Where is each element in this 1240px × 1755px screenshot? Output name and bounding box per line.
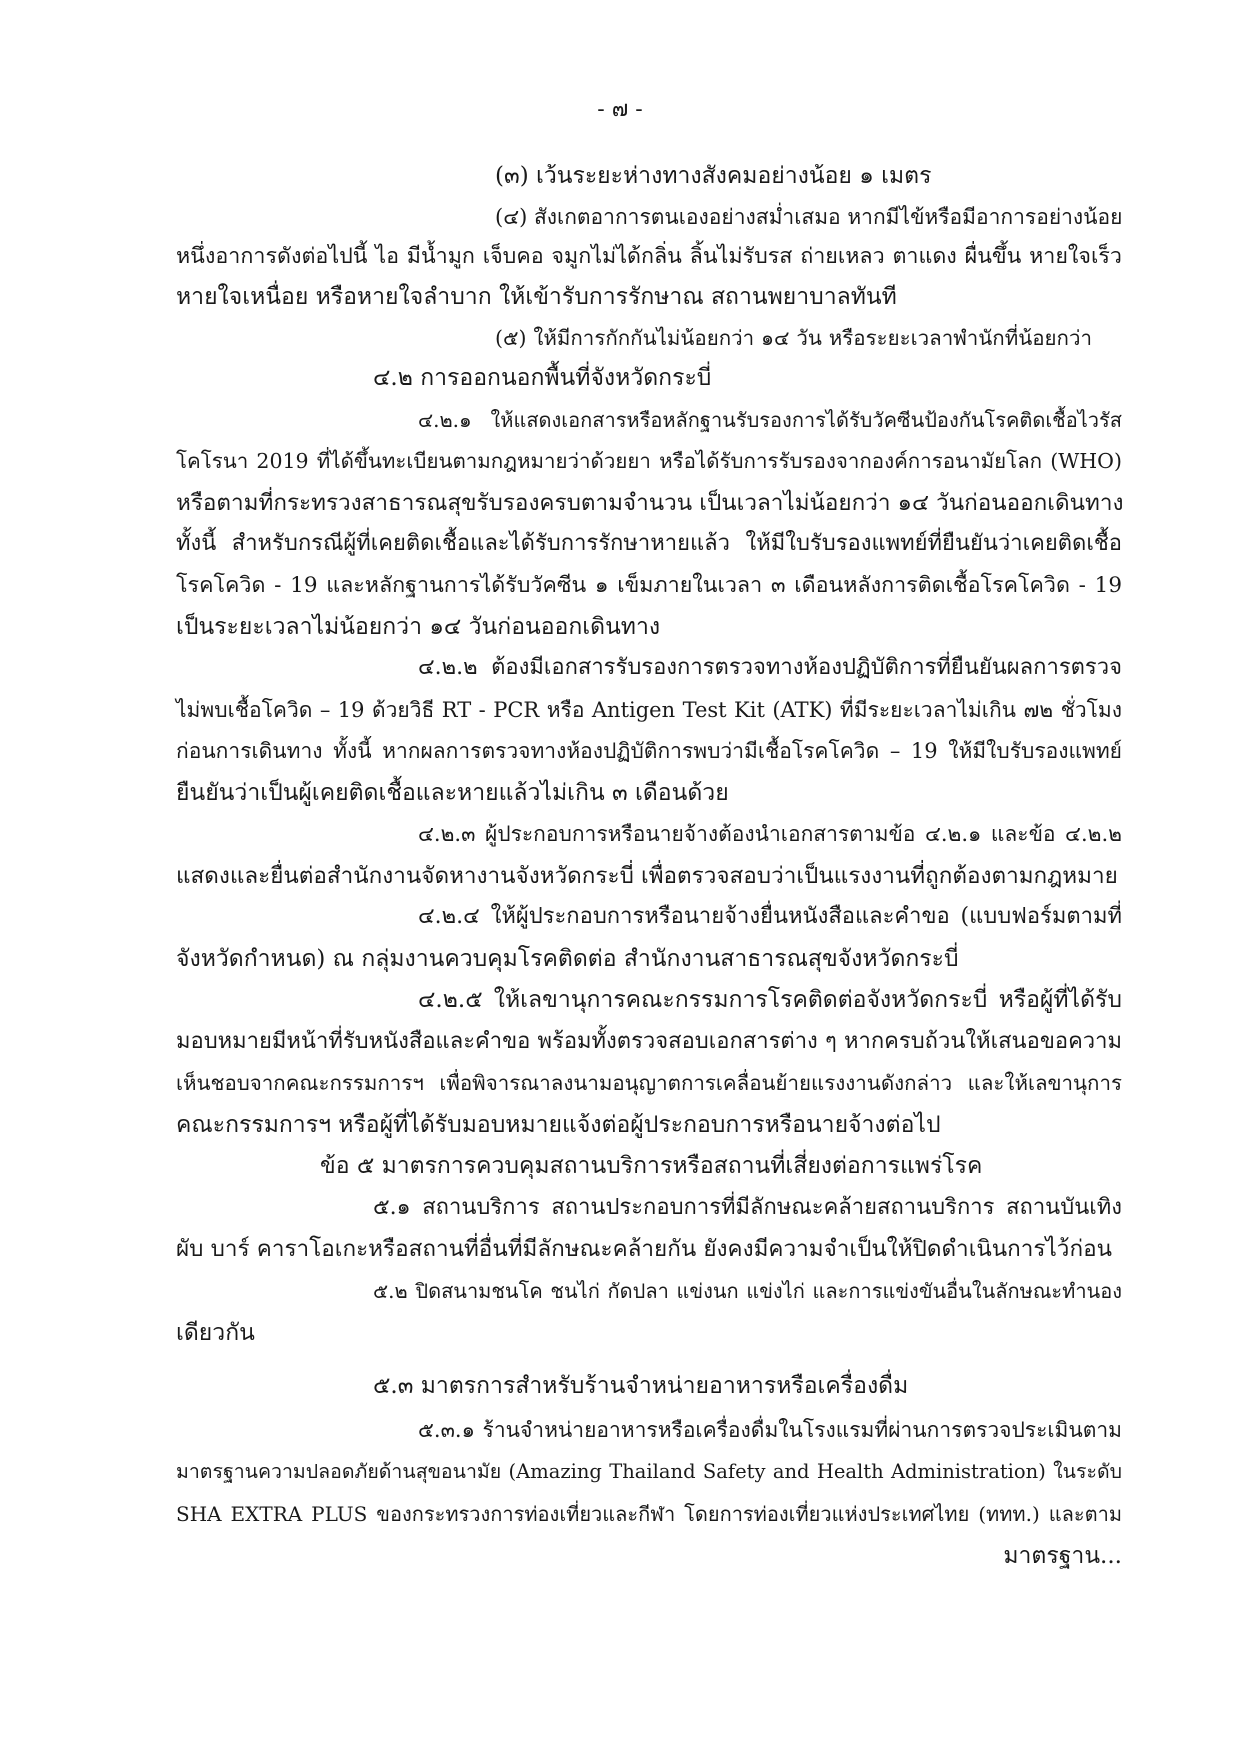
clause-5-quarantine: (๕) ให้มีการกักกันไม่น้อยกว่า ๑๔ วัน หรือระยะเวลาพำนักที่น้อยกว่า [495,326,1092,350]
clause-3-social-distancing: (๓) เว้นระยะห่างทางสังคมอย่างน้อย ๑ เมตร [495,163,932,189]
section-4-2-1-line-5: โรคโควิด - 19 และหลักฐานการได้รับวัคซีน ๑ เข็มภายในเวลา ๓ เดือนหลังการติดเชื้อโรคโควิด - 19 [176,573,1122,598]
section-5-2-line-1: ๕.๒ ปิดสนามชนโค ชนไก่ กัดปลา แข่งนก แข่งไก่ และการแข่งขันอื่นในลักษณะทำนอง [373,1279,1122,1303]
section-4-2-1-line-1: ๔.๒.๑ ให้แสดงเอกสารหรือหลักฐานรับรองการได้รับวัคซีนป้องกันโรคติดเชื้อไวรัส [418,408,1122,432]
section-4-2-1-line-2: โคโรนา 2019 ที่ได้ขึ้นทะเบียนตามกฎหมายว่าด้วยยา หรือได้รับการรับรองจากองค์การอนามัยโลก (WHO) [176,449,1122,473]
section-4-2-2-line-1: ๔.๒.๒ ต้องมีเอกสารรับรองการตรวจทางห้องปฏิบัติการที่ยืนยันผลการตรวจ [418,655,1122,680]
section-5-3-1-line-1: ๕.๓.๑ ร้านจำหน่ายอาหารหรือเครื่องดื่มในโรงแรมที่ผ่านการตรวจประเมินตาม [418,1418,1122,1442]
section-4-2-5-line-3: เห็นชอบจากคณะกรรมการฯ เพื่อพิจารณาลงนามอนุญาตการเคลื่อนย้ายแรงงานดังกล่าว และให้เลขานุการ [176,1071,1122,1095]
continuation-marker: มาตรฐาน... [1003,1543,1122,1569]
article-5-heading: ข้อ ๕ มาตรการควบคุมสถานบริการหรือสถานที่เสี่ยงต่อการแพร่โรค [320,1153,983,1179]
section-5-3-1-line-3: SHA EXTRA PLUS ของกระทรวงการท่องเที่ยวและกีฬา โดยการท่องเที่ยวแห่งประเทศไทย (ททท.) และตาม [176,1502,1122,1526]
section-4-2-5-line-1: ๔.๒.๕ ให้เลขานุการคณะกรรมการโรคติดต่อจังหวัดกระบี่ หรือผู้ที่ได้รับ [418,987,1122,1013]
clause-4-symptom-watch-line-3: หายใจเหนื่อย หรือหายใจลำบาก ให้เข้ารับการรักษาณ สถานพยาบาลทันที [176,284,897,310]
section-4-2-1-line-4: ทั้งนี้ สำหรับกรณีผู้ที่เคยติดเชื้อและได้รับการรักษาหายแล้ว ให้มีใบรับรองแพทย์ที่ยืนยันว่าเคยติดเชื้อ [176,531,1122,556]
page-number: - ๗ - [597,97,643,122]
section-4-2-4-line-1: ๔.๒.๔ ให้ผู้ประกอบการหรือนายจ้างยื่นหนังสือและคำขอ (แบบฟอร์มตามที่ [418,904,1122,929]
section-4-2-5-line-2: มอบหมายมีหน้าที่รับหนังสือและคำขอ พร้อมทั้งตรวจสอบเอกสารต่าง ๆ หากครบถ้วนให้เสนอขอความ [176,1029,1122,1054]
section-4-2-4-line-2: จังหวัดกำหนด) ณ กลุ่มงานควบคุมโรคติดต่อ สำนักงานสาธารณสุขจังหวัดกระบี่ [176,946,959,972]
section-4-2-2-line-4: ยืนยันว่าเป็นผู้เคยติดเชื้อและหายแล้วไม่เกิน ๓ เดือนด้วย [176,780,729,806]
section-5-2-line-2: เดียวกัน [176,1320,255,1346]
section-4-2-2-line-3: ก่อนการเดินทาง ทั้งนี้ หากผลการตรวจทางห้องปฏิบัติการพบว่ามีเชื้อโรคโควิด – 19 ให้มีใบรับรองแพทย์ [176,739,1122,763]
section-4-2-3-line-1: ๔.๒.๓ ผู้ประกอบการหรือนายจ้างต้องนำเอกสารตามข้อ ๔.๒.๑ และข้อ ๔.๒.๒ [418,822,1122,846]
section-4-2-2-line-2: ไม่พบเชื้อโควิด – 19 ด้วยวิธี RT - PCR หรือ Antigen Test Kit (ATK) ที่มีระยะเวลาไม่เกิน ๗๒ ชั่วโมง [176,698,1122,722]
clause-4-symptom-watch-line-2: หนึ่งอาการดังต่อไปนี้ ไอ มีน้ำมูก เจ็บคอ จมูกไม่ได้กลิ่น ลิ้นไม่รับรส ถ่ายเหลว ตาแดง ผื่นขึ้น หายใจเร็ว [176,244,1122,269]
section-4-2-5-line-4: คณะกรรมการฯ หรือผู้ที่ได้รับมอบหมายแจ้งต่อผู้ประกอบการหรือนายจ้างต่อไป [176,1112,941,1138]
section-5-1-line-2: ผับ บาร์ คาราโอเกะหรือสถานที่อื่นที่มีลักษณะคล้ายกัน ยังคงมีความจำเป็นให้ปิดดำเนินการไว้ก่อน [176,1236,1112,1262]
section-5-3-heading: ๕.๓ มาตรการสำหรับร้านจำหน่ายอาหารหรือเครื่องดื่ม [373,1373,909,1399]
clause-4-symptom-watch-line-1: (๔) สังเกตอาการตนเองอย่างสม่ำเสมอ หากมีไข้หรือมีอาการอย่างน้อย [495,205,1123,229]
section-5-3-1-line-2: มาตรฐานความปลอดภัยด้านสุขอนามัย (Amazing Thailand Safety and Health Administration) ในระดับ [176,1460,1122,1483]
section-4-2-1-line-6: เป็นระยะเวลาไม่น้อยกว่า ๑๔ วันก่อนออกเดินทาง [176,614,661,640]
section-4-2-1-line-3: หรือตามที่กระทรวงสาธารณสุขรับรองครบตามจำนวน เป็นเวลาไม่น้อยกว่า ๑๔ วันก่อนออกเดินทาง [176,490,1124,516]
section-4-2-heading: ๔.๒ การออกนอกพื้นที่จังหวัดกระบี่ [373,365,712,391]
section-4-2-3-line-2: แสดงและยื่นต่อสำนักงานจัดหางานจังหวัดกระบี่ เพื่อตรวจสอบว่าเป็นแรงงานที่ถูกต้องตามกฎหมาย [176,863,1118,889]
section-5-1-line-1: ๕.๑ สถานบริการ สถานประกอบการที่มีลักษณะคล้ายสถานบริการ สถานบันเทิง [373,1195,1122,1220]
